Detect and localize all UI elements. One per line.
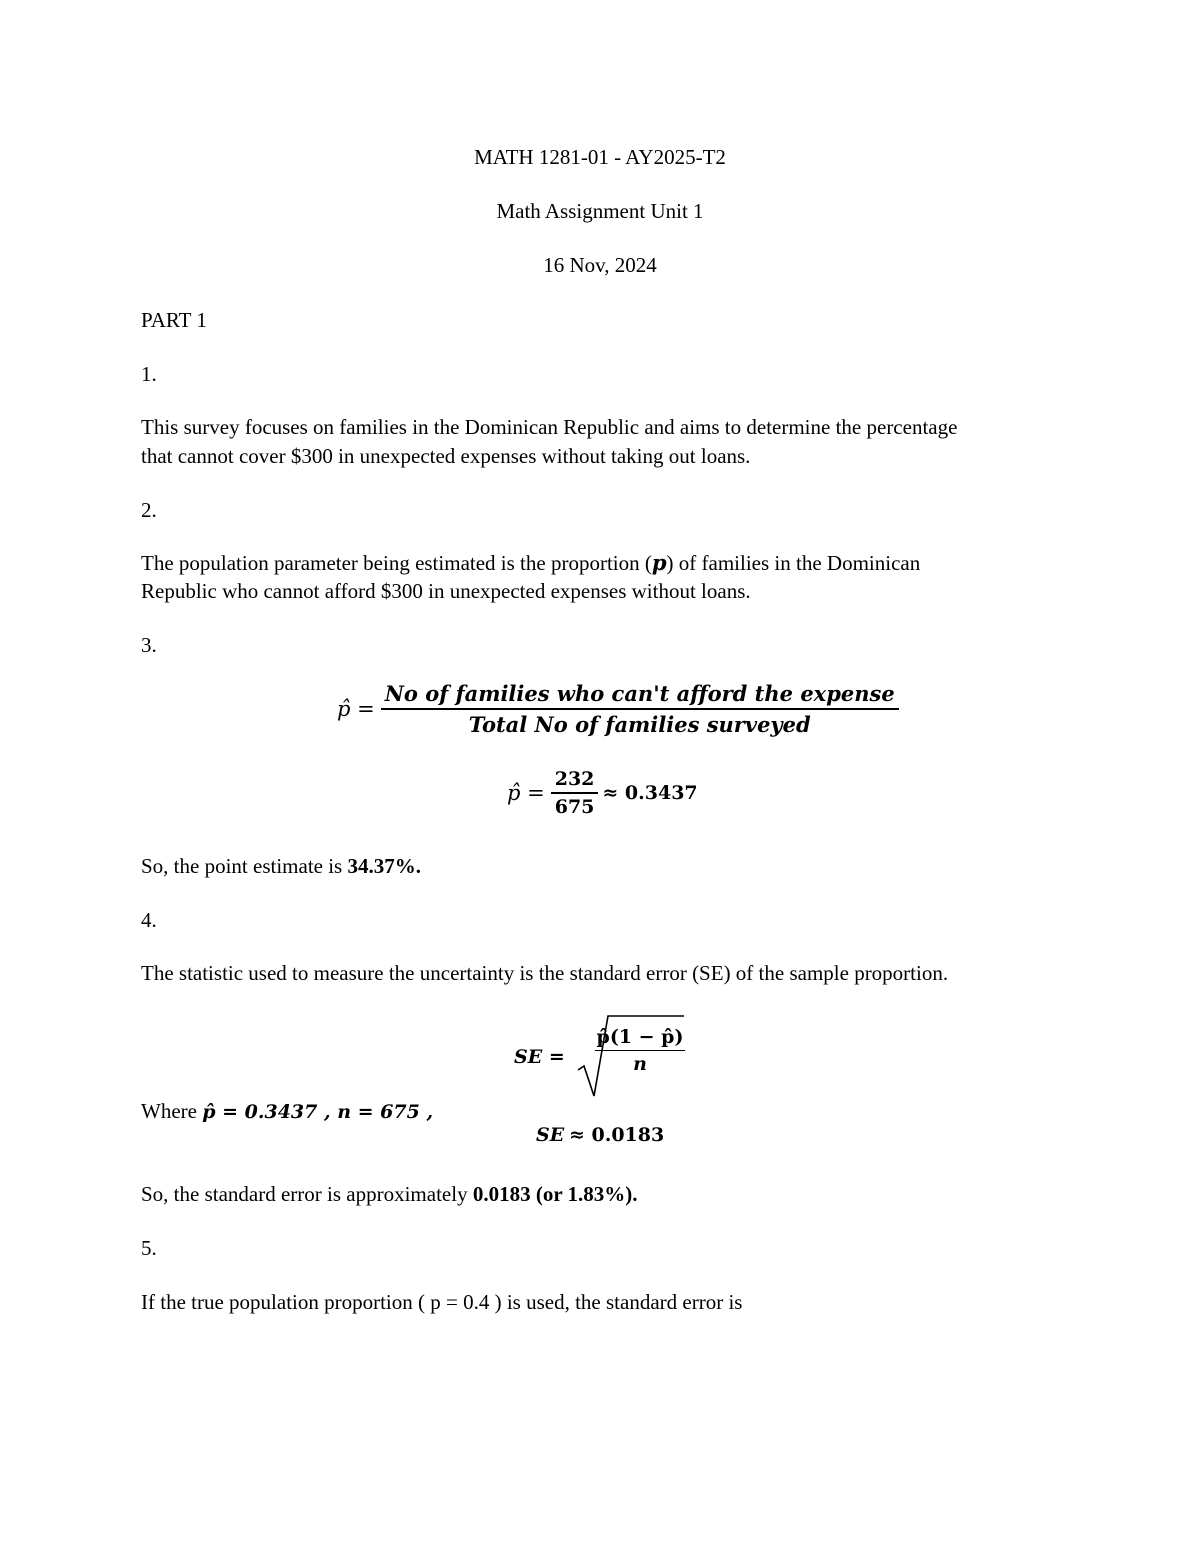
q1-text-line-1: This survey focuses on families in the Dominican Republic and aims to determine the percentage <box>141 415 958 439</box>
calc-fraction <box>551 768 599 818</box>
formula-lhs: p̂ = <box>337 697 375 721</box>
question-number-4: 4. <box>141 908 157 932</box>
question-number-1: 1. <box>141 362 157 386</box>
standard-error-formula <box>514 1012 704 1102</box>
q2-symbol-p: p <box>651 550 667 575</box>
q2-text-line-2: Republic who cannot afford $300 in unexpected expenses without loans. <box>141 579 751 603</box>
assignment-date: 16 Nov, 2024 <box>543 253 657 277</box>
calc-denominator: 675 <box>554 796 595 818</box>
point-estimate-formula <box>337 681 899 737</box>
q4-statement: The statistic used to measure the uncertainty is the standard error (SE) of the sample proportion. <box>141 961 949 985</box>
formula-numerator: No of families who can't afford the expense <box>381 681 899 710</box>
formula-fraction <box>381 681 899 737</box>
question-number-5: 5. <box>141 1236 157 1260</box>
q3-conclusion-value: 34.37%. <box>347 854 421 878</box>
course-code: MATH 1281-01 - AY2025-T2 <box>474 145 726 169</box>
q4-conclusion-value: 0.0183 (or 1.83%). <box>472 1182 638 1206</box>
se-denominator: n <box>633 1053 647 1075</box>
question-number-2: 2. <box>141 498 157 522</box>
part-heading: PART 1 <box>141 308 207 332</box>
question-number-3: 3. <box>141 633 157 657</box>
calc-result: ≈ 0.3437 <box>602 782 698 804</box>
standard-error-result <box>536 1124 664 1147</box>
q4-conclusion-prefix: So, the standard error is approximately <box>141 1182 473 1206</box>
q3-conclusion <box>141 852 421 881</box>
formula-denominator: Total No of families surveyed <box>468 712 811 737</box>
q2-text-after: ) of families in the Dominican <box>666 551 921 575</box>
se-lhs: SE = <box>514 1046 565 1068</box>
se-result-lhs: SE <box>536 1124 565 1146</box>
q4-where-line <box>141 1097 433 1127</box>
calc-numerator: 232 <box>551 768 599 794</box>
se-numerator: p̂(1 − p̂) <box>595 1026 686 1051</box>
q4-conclusion <box>141 1180 638 1209</box>
where-values: p̂ = 0.3437 , n = 675 , <box>202 1101 434 1123</box>
se-result-rhs: ≈ 0.0183 <box>568 1124 665 1146</box>
point-estimate-calculation <box>507 768 698 818</box>
calc-lhs: p̂ = <box>507 781 545 805</box>
q3-conclusion-prefix: So, the point estimate is <box>141 854 348 878</box>
assignment-title: Math Assignment Unit 1 <box>496 199 704 223</box>
q5-statement: If the true population proportion ( p = 0.4 ) is used, the standard error is <box>141 1290 743 1314</box>
q2-text-before: The population parameter being estimated is the proportion ( <box>141 551 652 575</box>
se-fraction <box>594 1026 686 1075</box>
q1-text-line-2: that cannot cover $300 in unexpected expenses without taking out loans. <box>141 444 751 468</box>
q2-text-line-1 <box>141 548 920 578</box>
where-label: Where <box>141 1099 203 1123</box>
